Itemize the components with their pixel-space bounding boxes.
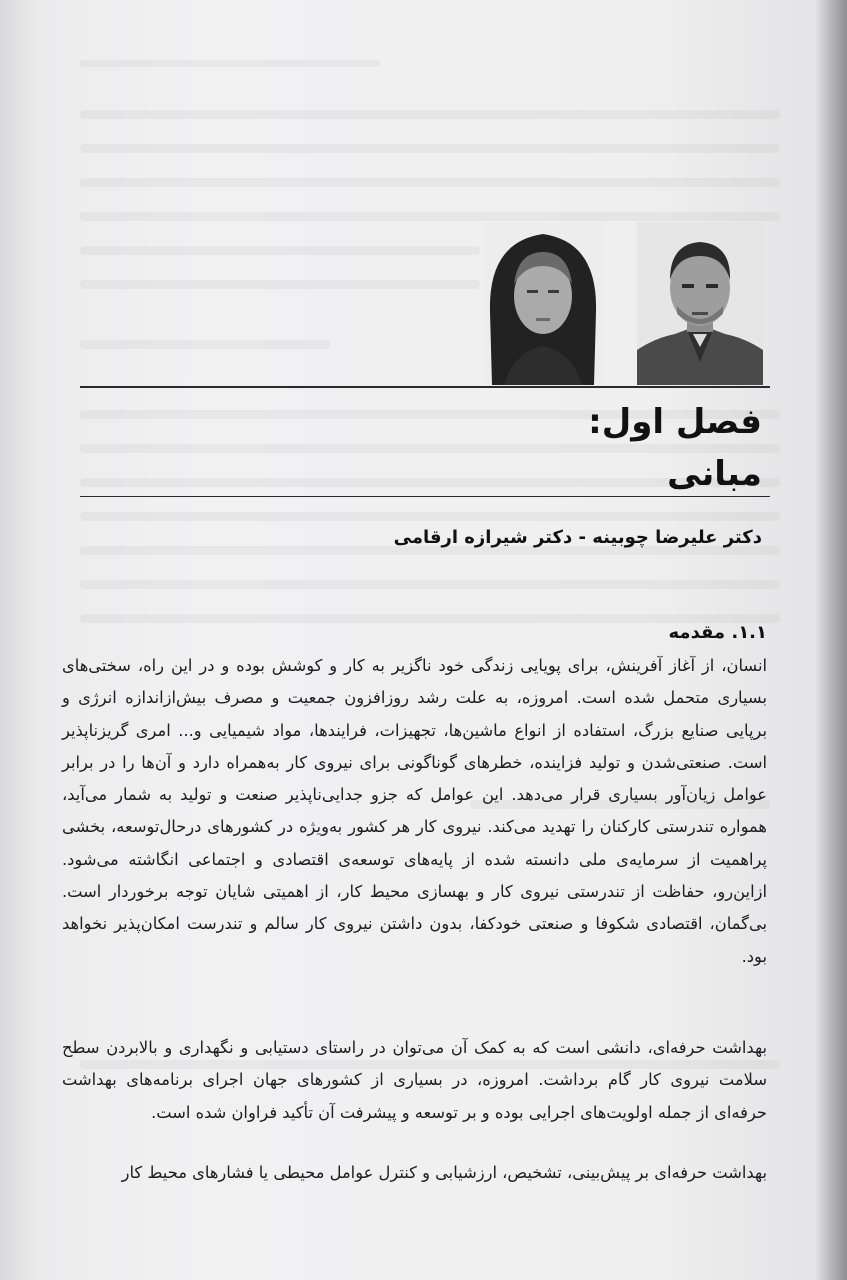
paragraph-continues: بهداشت حرفه‌ای بر پیش‌بینی، تشخیص، ارزشیابی و کنترل عوامل محیطی یا فشارهای محیط کار xyxy=(121,1163,767,1182)
top-divider xyxy=(80,386,770,388)
chapter-title-line1: فصل اول: xyxy=(588,402,762,442)
author-photo-man xyxy=(637,222,763,385)
author-photo-woman xyxy=(484,222,602,385)
authors-line: دکتر علیرضا چوبینه - دکتر شیرازه ارقامی xyxy=(393,527,762,548)
title-divider xyxy=(80,496,770,497)
paragraph-intro: انسان، از آغاز آفرینش، برای پویایی زندگی خود ناگزیر به کار و کوشش بوده و در این راه، سختی‌های بسیاری متحمل شده است. امروزه، به علت رشد روزافزون جمعیت و مصرف بیش‌ازاندازه انرژی و برپایی صنایع بزرگ، استفاده از انواع ماشین‌ها، تجهیزات، فرایندها، مواد شیمیایی و... امری گریزناپذیر است. صنعتی‌شدن و تولید فزاینده، خطرهای گوناگونی برای نیروی کار به‌همراه دارد و آن‌ها را در برابر عوامل زیان‌آور بسیاری قرار می‌دهد. این عوامل که جزو جدایی‌ناپذیر صنعت و تولید به شمار می‌آید، همواره تندرستی کارکنان را تهدید می‌کند. نیروی کار هر کشور به‌ویژه در کشورهای درحال‌توسعه، بخشی پراهمیت از سرمایه‌ی ملی دانسته شده از پایه‌های توسعه‌ی اقتصادی و اجتماعی انگاشته می‌شود. ازاین‌رو، حفاظت از تندرستی نیروی کار و بهسازی محیط کار، از اهمیتی شایان توجه برخوردار است. بی‌گمان، اقتصادی شکوفا و صنعتی خودکفا، بدون داشتن نیروی کار سالم و تندرست امکان‌پذیر نخواهد بود. xyxy=(62,656,767,966)
paragraph-occupational-health: بهداشت حرفه‌ای، دانشی است که به کمک آن می‌توان در راستای دستیابی و نگهداری و بالابردن سطح سلامت نیروی کار گام برداشت. امروزه، در بسیاری از کشورهای جهان اجرای برنامه‌های بهداشت حرفه‌ای از جمله اولویت‌های اجرایی بوده و بر توسعه و پیشرفت آن تأکید فراوان شده است. xyxy=(62,1038,767,1122)
chapter-title-line2: مبانی xyxy=(667,454,762,494)
section-heading: ۱.۱. مقدمه xyxy=(668,622,767,643)
